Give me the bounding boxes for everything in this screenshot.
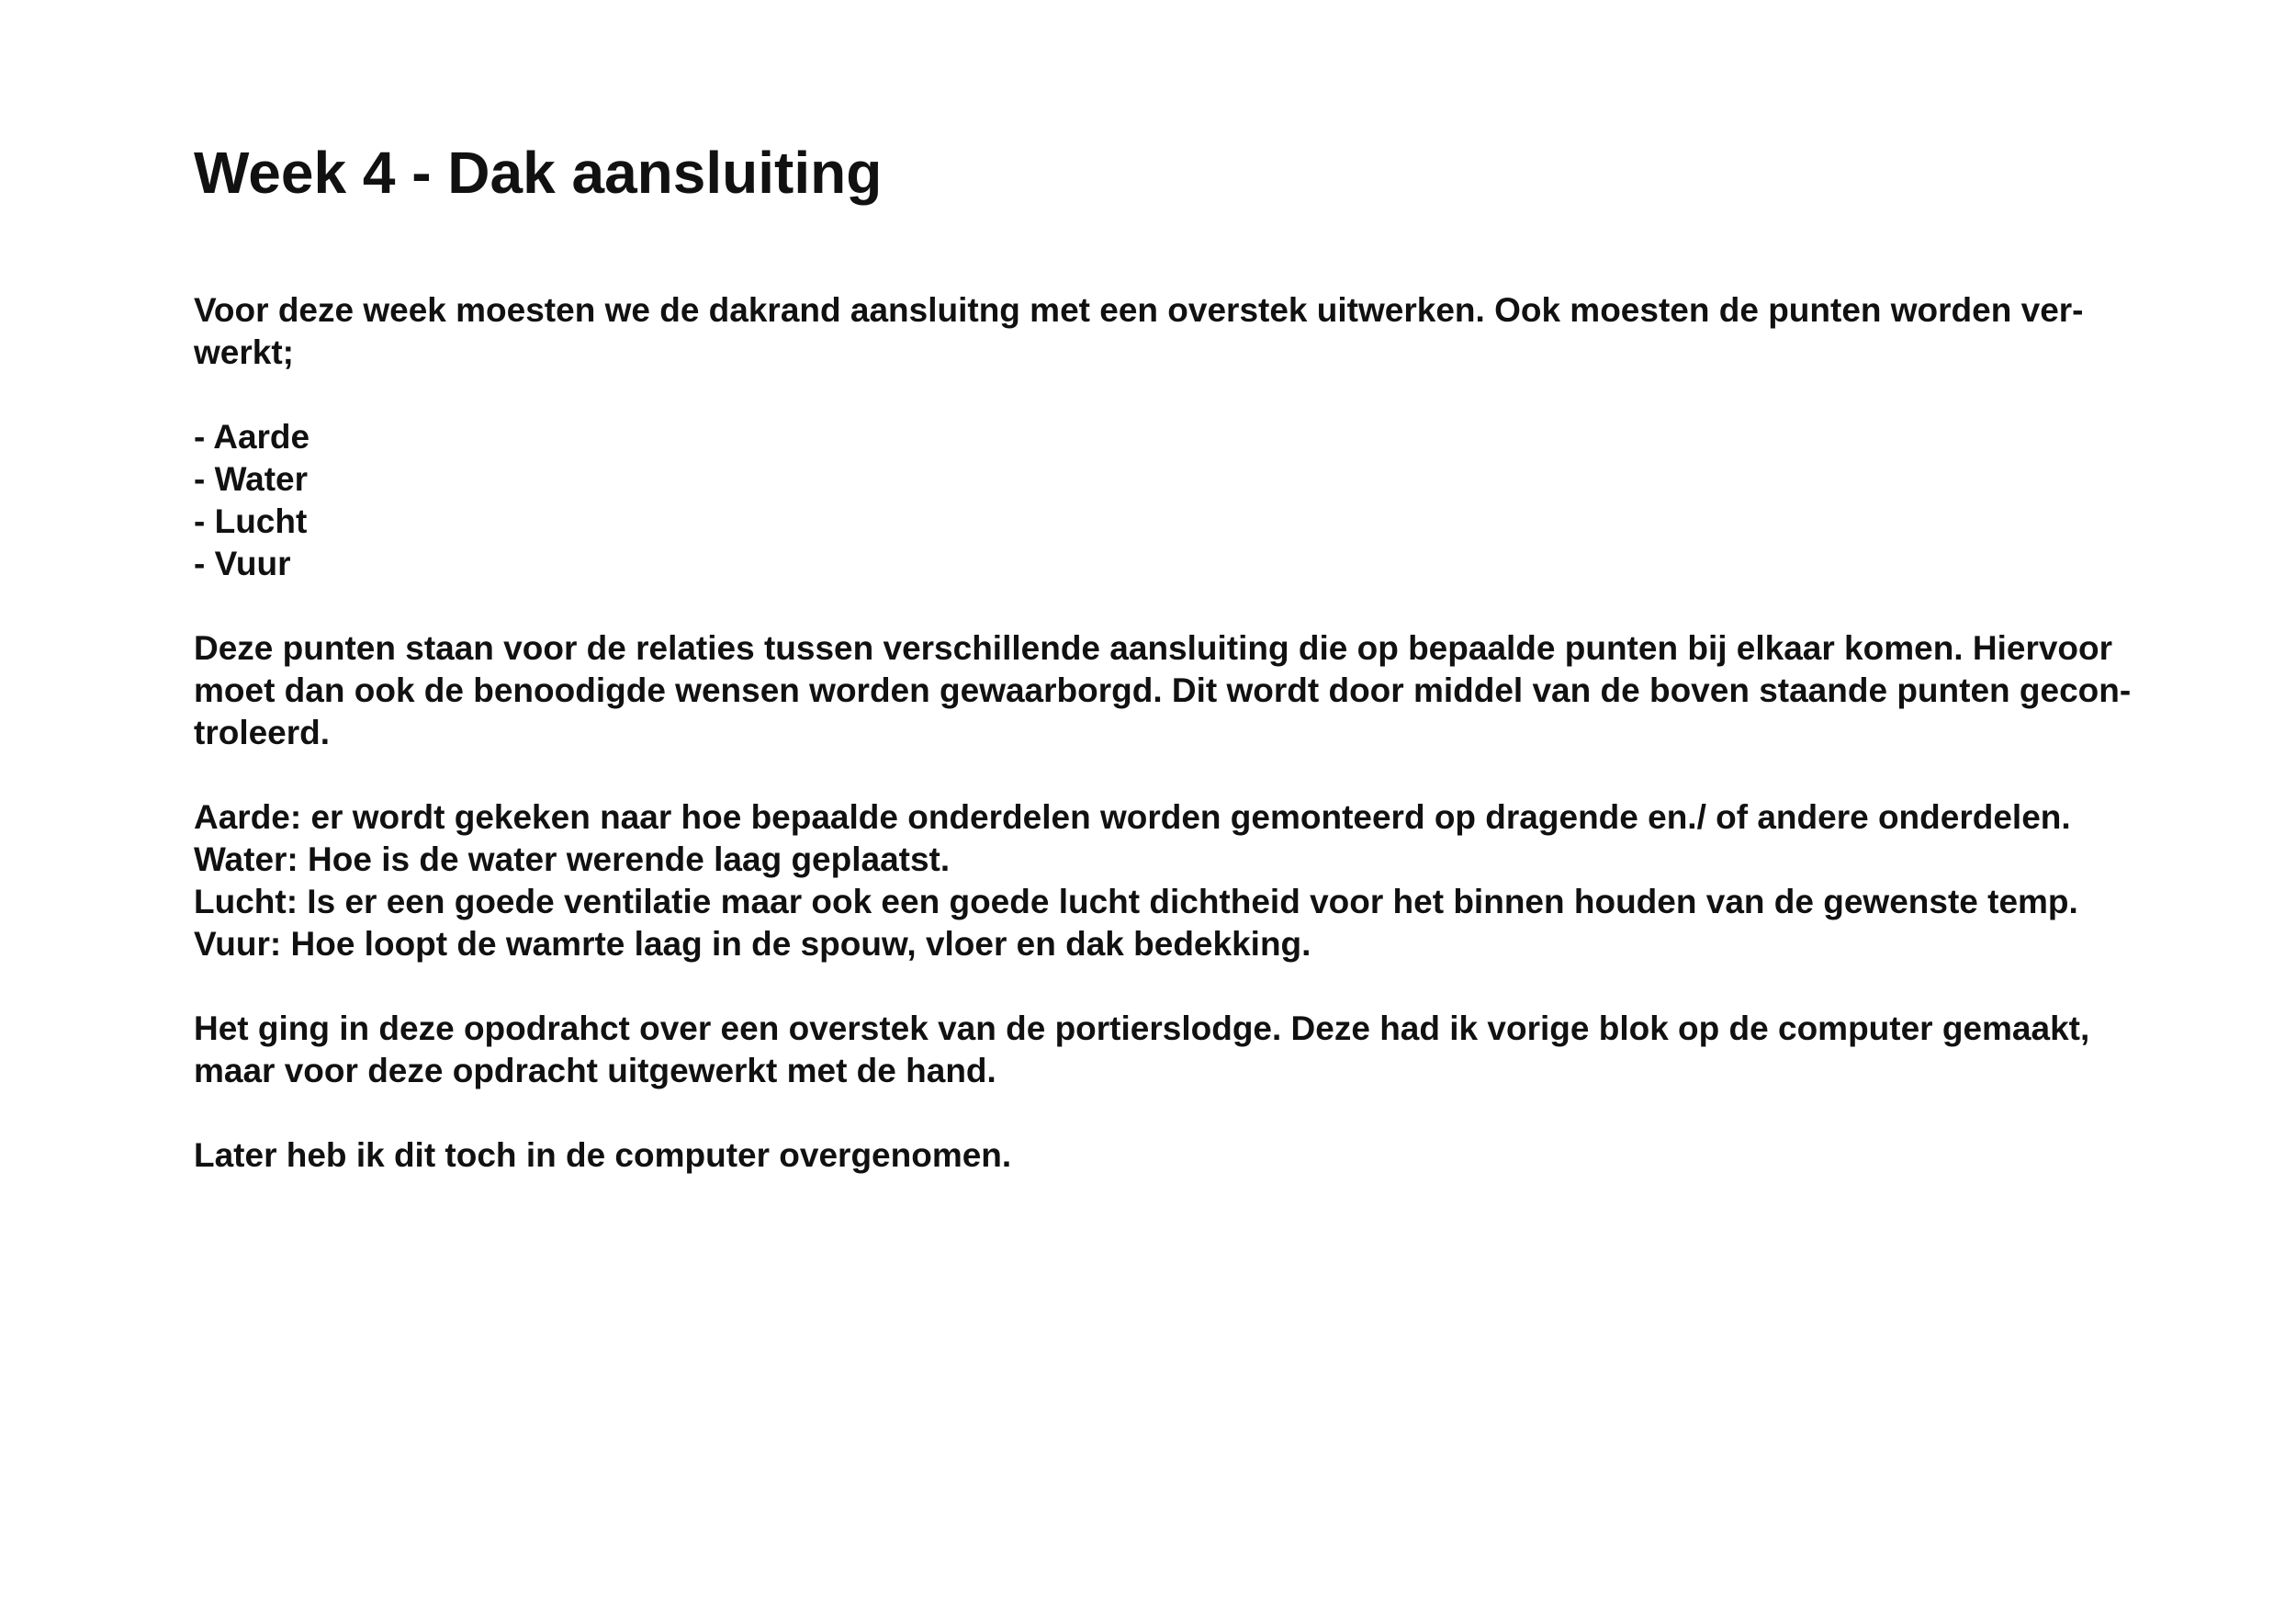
intro-paragraph: [194, 289, 2132, 374]
definitions-paragraph: [194, 796, 2132, 965]
list-item: - Vuur: [194, 545, 291, 582]
intro-line: Voor deze week moesten we de dakrand aansluitng met een overstek uitwerken. Ook moesten de punten worden ver-: [194, 291, 2084, 329]
relations-paragraph: [194, 627, 2132, 754]
assignment-paragraph: [194, 1008, 2132, 1092]
document-body: [194, 289, 2132, 1219]
closing-paragraph: [194, 1134, 2132, 1177]
list-item: - Lucht: [194, 502, 308, 540]
definition-line: Aarde: er wordt gekeken naar hoe bepaalde onderdelen worden gemonteerd op dragende en./ of andere onderdelen.: [194, 798, 2071, 836]
assignment-line: maar voor deze opdracht uitgewerkt met de hand.: [194, 1052, 996, 1089]
assignment-line: Het ging in deze opodrahct over een overstek van de portierslodge. Deze had ik vorige blok op de computer gemaakt,: [194, 1009, 2090, 1047]
points-list: [194, 416, 2132, 585]
definition-line: Lucht: Is er een goede ventilatie maar ook een goede lucht dichtheid voor het binnen houden van de gewenste temp.: [194, 883, 2078, 920]
list-item: - Water: [194, 460, 309, 498]
definition-line: Water: Hoe is de water werende laag geplaatst.: [194, 840, 951, 878]
relations-line: troleerd.: [194, 714, 331, 751]
list-item: - Aarde: [194, 418, 310, 456]
definition-line: Vuur: Hoe loopt de wamrte laag in de spouw, vloer en dak bedekking.: [194, 925, 1311, 963]
relations-line: Deze punten staan voor de relaties tussen verschillende aansluiting die op bepaalde punten bij elkaar komen. Hiervoor: [194, 629, 2113, 667]
relations-line: moet dan ook de benoodigde wensen worden gewaarborgd. Dit wordt door middel van de boven staande punten gecon-: [194, 671, 2132, 709]
page-title: Week 4 - Dak aansluiting: [194, 140, 883, 206]
intro-line: werkt;: [194, 333, 294, 371]
closing-line: Later heb ik dit toch in de computer overgenomen.: [194, 1136, 1012, 1174]
